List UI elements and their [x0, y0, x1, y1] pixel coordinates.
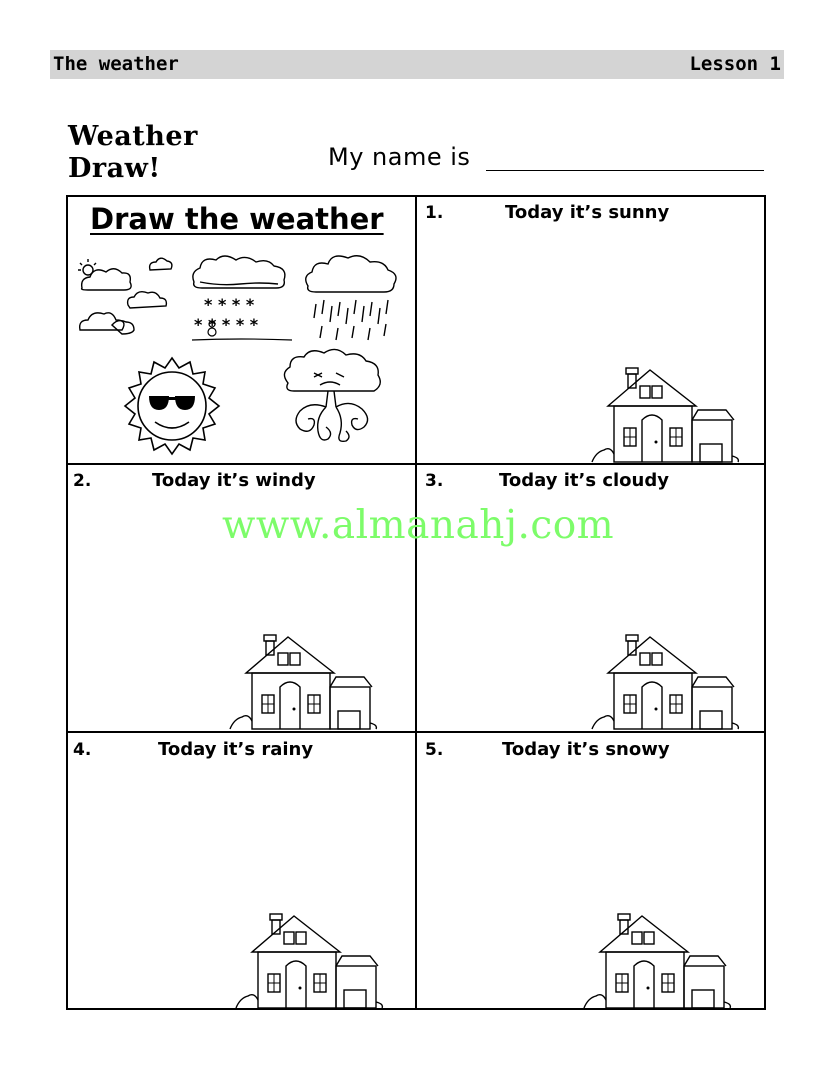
name-label: My name is: [328, 143, 471, 171]
name-write-line[interactable]: [486, 170, 764, 171]
cell-number-3: 3.: [425, 471, 444, 491]
house-icon: [230, 912, 386, 1010]
house-icon: [224, 633, 380, 731]
grid-divider-column: [415, 195, 417, 1010]
cell-label-rainy: Today it’s rainy: [158, 739, 314, 760]
svg-text:* * * * *: * * * * *: [194, 315, 259, 334]
sun-with-sunglasses-icon: [115, 356, 230, 456]
worksheet-title-line1: Weather: [68, 121, 198, 152]
cell-number-2: 2.: [73, 471, 92, 491]
house-icon: [578, 912, 734, 1010]
lesson-header-bar: [50, 50, 784, 79]
cell-label-windy: Today it’s windy: [152, 470, 316, 491]
watermark-url: www.almanahj.com: [222, 503, 615, 548]
worksheet-title-line2: Draw!: [68, 153, 161, 184]
partly-cloudy-icon: [74, 250, 174, 340]
cell-number-5: 5.: [425, 740, 444, 760]
cell-label-snowy: Today it’s snowy: [502, 739, 670, 760]
house-icon: [586, 366, 742, 464]
svg-text:* * * *: * * * *: [204, 295, 255, 314]
snow-cloud-icon: [190, 252, 295, 347]
house-icon: [586, 633, 742, 731]
cell-number-1: 1.: [425, 203, 444, 223]
cell-label-cloudy: Today it’s cloudy: [499, 470, 669, 491]
rain-cloud-icon: [302, 252, 402, 347]
draw-the-weather-heading: Draw the weather: [90, 202, 384, 236]
lesson-topic: The weather: [53, 53, 179, 75]
worksheet-title: [68, 121, 268, 185]
cell-number-4: 4.: [73, 740, 92, 760]
wind-cloud-icon: [280, 347, 390, 452]
lesson-number: Lesson 1: [689, 53, 781, 75]
cell-label-sunny: Today it’s sunny: [505, 202, 670, 223]
